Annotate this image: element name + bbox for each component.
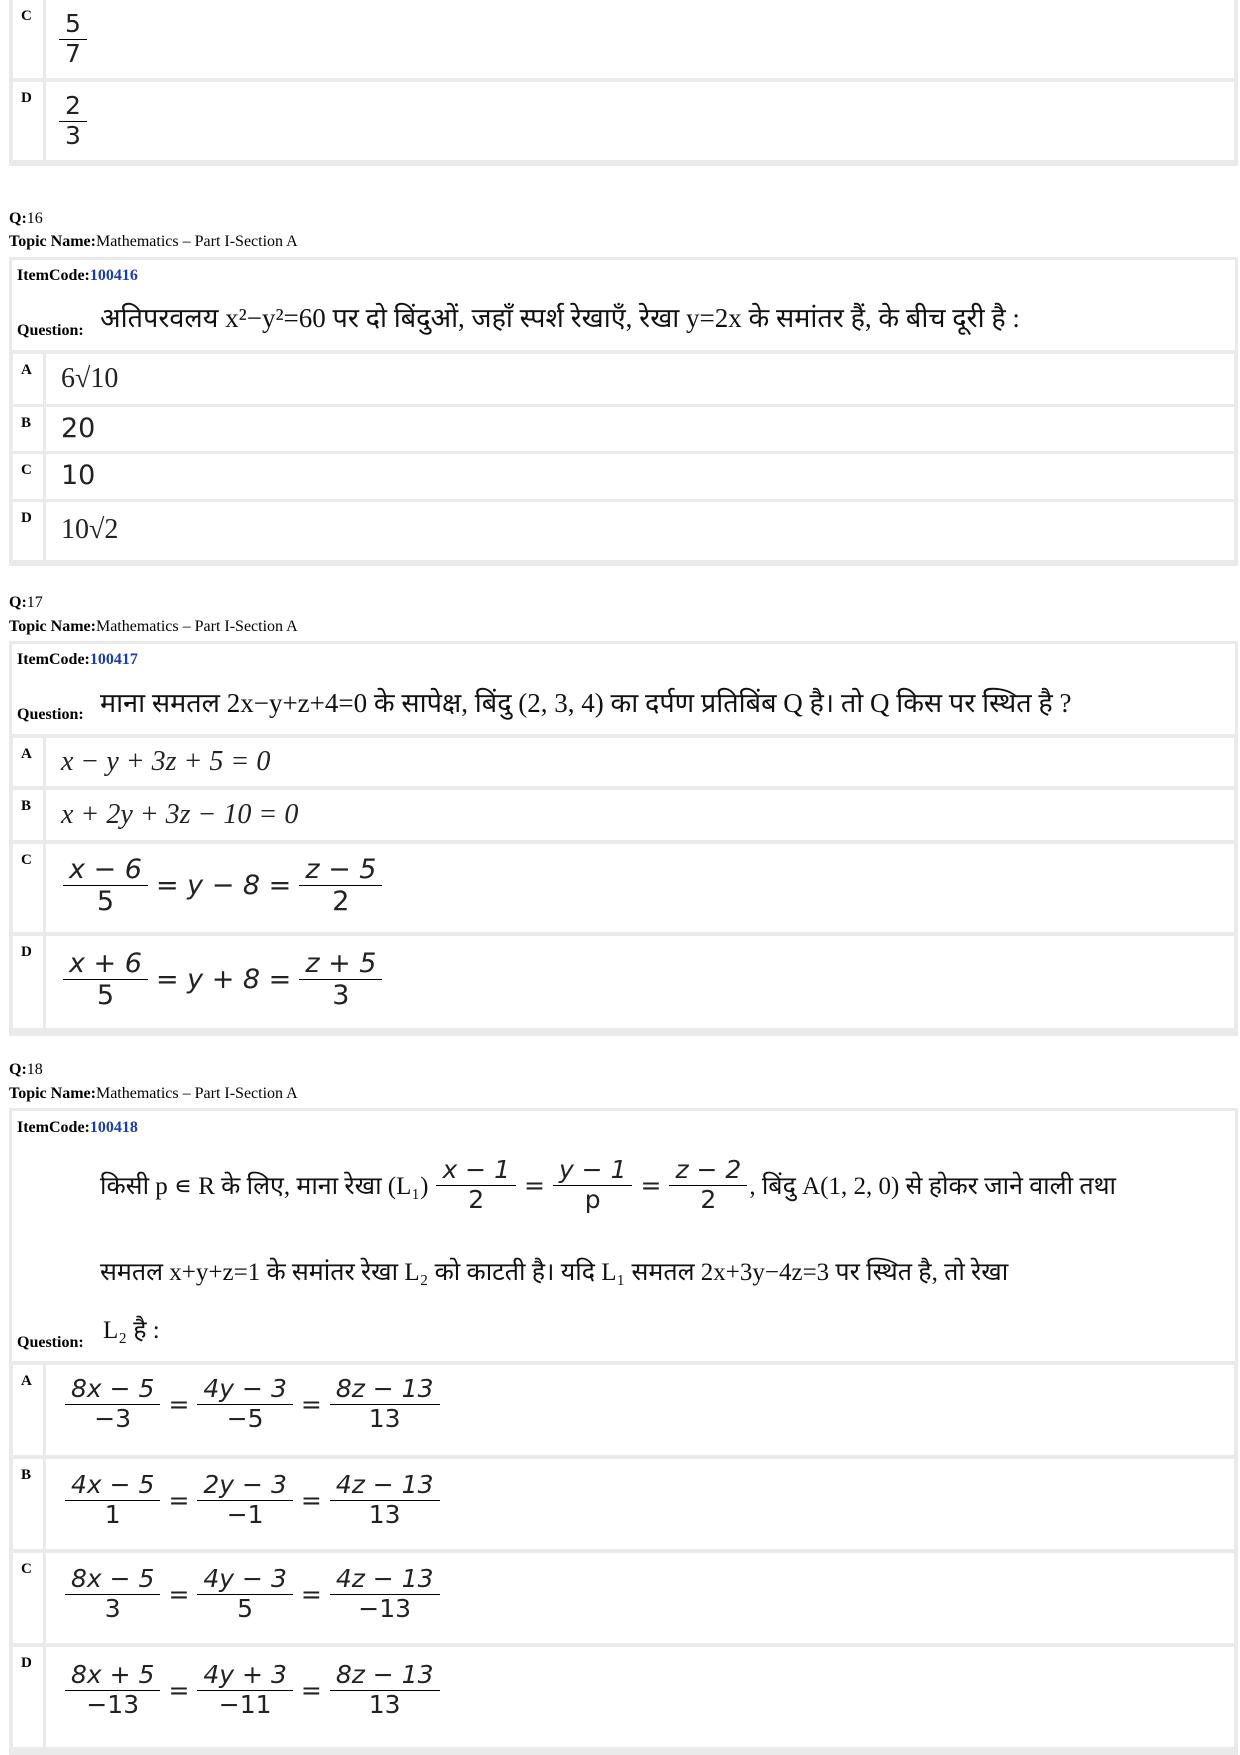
item-code: ItemCode:100418 (17, 1119, 138, 1136)
option-equation: $\frac{x - 6}{5}$ = y − 8 = $\frac{z - 5}{2}$ (63, 854, 382, 917)
question-line-2: समतल x+y+z=1 के समांतर रेखा L₂ को काटती है। यदि L₁ समतल 2x+3y−4z=3 पर स्थित है, तो रेखा (100, 1259, 1009, 1286)
q17-option-b[interactable] (13, 790, 1234, 840)
option-label: B (21, 798, 32, 814)
option-label: D (21, 944, 32, 960)
q15-option-d[interactable] (13, 82, 1234, 160)
q18-options-table (9, 1361, 1238, 1755)
q16-option-a[interactable] (13, 354, 1234, 404)
fraction: $\frac{4z - 13}{-13}$ (330, 1565, 440, 1624)
item-code: ItemCode:100417 (17, 651, 138, 668)
denominator: 7 (65, 38, 81, 68)
option-text: 6√10 (61, 363, 119, 394)
q17-option-a[interactable] (13, 738, 1234, 786)
fraction: $\frac{8x + 5}{-13}$ (65, 1661, 160, 1720)
option-text: 10 (61, 460, 96, 491)
fraction: $\frac{4y - 3}{-5}$ (197, 1375, 292, 1434)
option-text: x + 2y + 3z − 10 = 0 (61, 799, 299, 830)
option-text: 20 (61, 413, 96, 444)
topic-name: Topic Name:Mathematics – Part I-Section A (9, 618, 298, 635)
option-equation: $\frac{8x + 5}{-13}$ = $\frac{4y + 3}{-11}$ = $\frac{8z - 13}{13}$ (65, 1661, 440, 1720)
option-label: B (21, 1467, 32, 1483)
option-label: C (21, 852, 32, 868)
q16-option-b[interactable] (13, 407, 1234, 451)
option-label: D (21, 90, 32, 106)
q18-option-a[interactable] (13, 1365, 1234, 1455)
numerator: 5 (59, 10, 87, 40)
question-number: Q:18 (9, 1061, 43, 1078)
fraction: $\frac{8z - 13}{13}$ (330, 1661, 440, 1720)
q15-options-table (9, 0, 1238, 166)
option-label: C (21, 8, 32, 24)
topic-name: Topic Name:Mathematics – Part I-Section A (9, 233, 298, 250)
question-label: Question: (17, 1334, 84, 1351)
fraction: $\frac{4y + 3}{-11}$ (197, 1661, 292, 1720)
item-code: ItemCode:100416 (17, 267, 138, 284)
denominator: 3 (65, 120, 81, 150)
q16-option-d[interactable] (13, 502, 1234, 560)
question-text: माना समतल 2x−y+z+4=0 के सापेक्ष, बिंदु (2, 3, 4) का दर्पण प्रतिबिंब Q है। तो Q किस पर स्थित है ? (100, 688, 1072, 718)
question-label: Question: (17, 706, 84, 723)
option-label: A (21, 746, 32, 762)
question-number: Q:17 (9, 594, 43, 611)
fraction: $\frac{4y - 3}{5}$ (197, 1565, 292, 1624)
option-label: A (21, 1373, 32, 1389)
fraction: $\frac{y - 1}{p}$ (553, 1156, 633, 1215)
option-label: D (21, 510, 32, 526)
option-label: B (21, 415, 32, 431)
option-label: C (21, 462, 32, 478)
fraction: $\frac{8z - 13}{13}$ (330, 1375, 440, 1434)
fraction: $\frac{x + 6}{5}$ (63, 948, 148, 1011)
q17-option-d[interactable] (13, 936, 1234, 1028)
option-fraction (59, 92, 87, 151)
fraction: $\frac{x - 1}{2}$ (436, 1156, 516, 1215)
question-box (9, 1108, 1238, 1364)
option-label: C (21, 1561, 32, 1577)
q17-options-table (9, 734, 1238, 1036)
q18-option-c[interactable] (13, 1553, 1234, 1643)
fraction: $\frac{4z - 13}{13}$ (330, 1471, 440, 1530)
option-text: 10√2 (61, 514, 119, 545)
question-line-3: L₂ है : (103, 1317, 160, 1344)
question-line-1: किसी p ∊ R के लिए, माना रेखा (L₁) $\frac{x - 1}{2}$ = $\frac{y - 1}{p}$ = $\frac{z - 2}{2}$ , बिंदु A(1, 2, 0) से होकर जाने वाली तथा (100, 1155, 1117, 1214)
q15-option-c[interactable] (13, 0, 1234, 78)
q18-option-d[interactable] (13, 1647, 1234, 1747)
fraction: $\frac{2y - 3}{-1}$ (197, 1471, 292, 1530)
fraction: $\frac{8x - 5}{-3}$ (65, 1375, 160, 1434)
q17-option-c[interactable] (13, 844, 1234, 932)
fraction: $\frac{z - 5}{2}$ (299, 854, 382, 917)
fraction: $\frac{8x - 5}{3}$ (65, 1565, 160, 1624)
q16-options-table (9, 350, 1238, 566)
option-equation: $\frac{x + 6}{5}$ = y + 8 = $\frac{z + 5}{3}$ (63, 948, 382, 1011)
fraction: $\frac{z + 5}{3}$ (299, 948, 382, 1011)
q18-option-b[interactable] (13, 1459, 1234, 1549)
question-number: Q:16 (9, 210, 43, 227)
option-text: x − y + 3z + 5 = 0 (61, 746, 271, 777)
fraction: $\frac{x - 6}{5}$ (63, 854, 148, 917)
option-fraction (59, 10, 87, 69)
option-equation: $\frac{8x - 5}{3}$ = $\frac{4y - 3}{5}$ = $\frac{4z - 13}{-13}$ (65, 1565, 440, 1624)
question-text: अतिपरवलय x²−y²=60 पर दो बिंदुओं, जहाँ स्पर्श रेखाएँ, रेखा y=2x के समांतर हैं, के बीच दूरी है : (100, 303, 1020, 333)
topic-name: Topic Name:Mathematics – Part I-Section A (9, 1085, 298, 1102)
option-equation: $\frac{4x - 5}{1}$ = $\frac{2y - 3}{-1}$ = $\frac{4z - 13}{13}$ (65, 1471, 440, 1530)
option-label: D (21, 1655, 32, 1671)
fraction: $\frac{4x - 5}{1}$ (65, 1471, 160, 1530)
option-equation: $\frac{8x - 5}{-3}$ = $\frac{4y - 3}{-5}$ = $\frac{8z - 13}{13}$ (65, 1375, 440, 1434)
question-label: Question: (17, 322, 84, 339)
numerator: 2 (59, 92, 87, 122)
q16-option-c[interactable] (13, 454, 1234, 499)
option-label: A (21, 362, 32, 378)
fraction: $\frac{z - 2}{2}$ (669, 1156, 747, 1215)
